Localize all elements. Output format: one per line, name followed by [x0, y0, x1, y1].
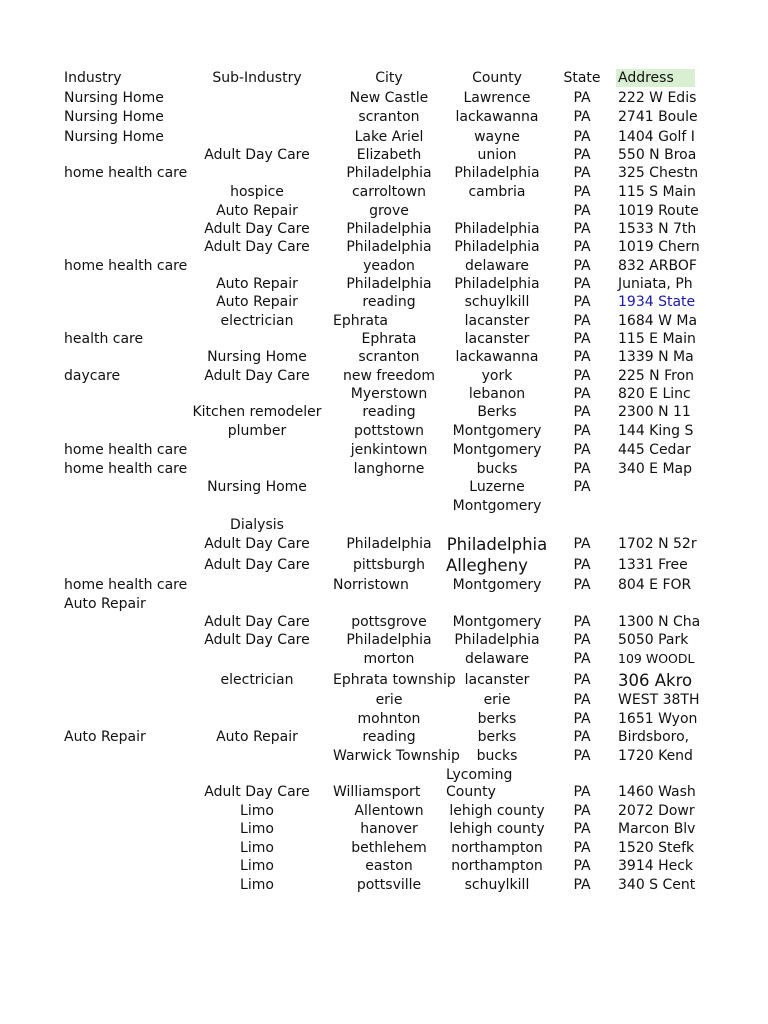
cell-industry[interactable]: Auto Repair	[64, 729, 146, 745]
cell-city[interactable]: Norristown	[333, 577, 409, 593]
cell-sub-industry[interactable]: Nursing Home	[207, 349, 307, 365]
cell-county[interactable]: Lawrence	[463, 90, 531, 106]
cell-industry[interactable]: home health care	[64, 165, 188, 181]
cell-county[interactable]: Luzerne	[469, 479, 525, 495]
cell-county[interactable]: Lycoming	[446, 767, 513, 783]
cell-address[interactable]: 1339 N Ma	[618, 349, 694, 365]
cell-state[interactable]: PA	[573, 165, 591, 181]
cell-sub-industry[interactable]: Adult Day Care	[204, 632, 310, 648]
cell-address[interactable]: 2072 Dowr	[618, 803, 695, 819]
cell-state[interactable]: PA	[573, 203, 591, 219]
cell-address[interactable]: 1533 N 7th	[618, 221, 697, 237]
cell-city[interactable]: Williamsport	[333, 784, 421, 800]
cell-city[interactable]: jenkintown	[350, 442, 428, 458]
cell-sub-industry[interactable]: Adult Day Care	[204, 557, 310, 573]
cell-city[interactable]: scranton	[358, 109, 420, 125]
cell-sub-industry[interactable]: Auto Repair	[216, 294, 298, 310]
cell-address[interactable]: 1651 Wyon	[618, 711, 698, 727]
cell-industry[interactable]: Auto Repair	[64, 596, 146, 612]
cell-county[interactable]: lehigh county	[449, 821, 545, 837]
cell-city[interactable]: pottsville	[356, 877, 422, 893]
cell-sub-industry[interactable]: Limo	[240, 821, 274, 837]
cell-city[interactable]: New Castle	[349, 90, 429, 106]
cell-city[interactable]: scranton	[358, 349, 420, 365]
cell-state[interactable]: PA	[573, 672, 591, 688]
cell-address[interactable]: 1684 W Ma	[618, 313, 698, 329]
cell-county[interactable]: delaware	[464, 651, 530, 667]
cell-address[interactable]: 222 W Edis	[618, 90, 697, 106]
cell-address[interactable]: 1019 Route	[618, 203, 699, 219]
cell-county[interactable]: Montgomery	[452, 498, 542, 514]
cell-state[interactable]: PA	[573, 349, 591, 365]
cell-address[interactable]: 109 WOODL	[618, 651, 695, 666]
cell-city[interactable]: carroltown	[351, 184, 427, 200]
cell-city[interactable]: Warwick Township	[333, 748, 460, 764]
cell-address[interactable]: 115 S Main	[618, 184, 696, 200]
cell-city[interactable]: Philadelphia	[346, 276, 432, 292]
cell-address[interactable]: 325 Chestn	[618, 165, 699, 181]
cell-state[interactable]: PA	[573, 577, 591, 593]
cell-county[interactable]: cambria	[468, 184, 526, 200]
cell-county[interactable]: bucks	[476, 748, 518, 764]
cell-sub-industry[interactable]: Adult Day Care	[204, 368, 310, 384]
cell-county[interactable]: Montgomery	[452, 577, 542, 593]
cell-address[interactable]: 2300 N 11	[618, 404, 691, 420]
cell-address[interactable]: 1460 Wash	[618, 784, 696, 800]
cell-state[interactable]: PA	[573, 651, 591, 667]
cell-sub-industry[interactable]: plumber	[227, 423, 287, 439]
cell-state[interactable]: PA	[573, 442, 591, 458]
cell-sub-industry[interactable]: Adult Day Care	[204, 221, 310, 237]
cell-city[interactable]: erie	[375, 692, 403, 708]
cell-address[interactable]: 340 S Cent	[618, 877, 696, 893]
cell-county[interactable]: Philadelphia	[454, 239, 540, 255]
cell-address[interactable]: Juniata, Ph	[618, 276, 693, 292]
cell-county[interactable]: erie	[483, 692, 511, 708]
cell-state[interactable]: PA	[573, 877, 591, 893]
cell-state[interactable]: PA	[573, 368, 591, 384]
cell-state[interactable]: PA	[573, 461, 591, 477]
cell-industry[interactable]: daycare	[64, 368, 121, 384]
cell-address[interactable]: 804 E FOR	[618, 577, 692, 593]
cell-state[interactable]: PA	[573, 90, 591, 106]
cell-county[interactable]: northampton	[451, 840, 543, 856]
cell-city[interactable]: Ephrata	[333, 313, 389, 329]
cell-address[interactable]: 144 King S	[618, 423, 694, 439]
cell-county[interactable]: lacanster	[464, 313, 530, 329]
cell-state[interactable]: PA	[573, 276, 591, 292]
cell-city[interactable]: Philadelphia	[346, 165, 432, 181]
header-state[interactable]: State	[563, 70, 601, 86]
cell-state[interactable]: PA	[573, 109, 591, 125]
cell-state[interactable]: PA	[573, 404, 591, 420]
cell-county[interactable]: Allegheny	[446, 556, 528, 575]
cell-state[interactable]: PA	[573, 821, 591, 837]
cell-county[interactable]: Berks	[477, 404, 517, 420]
cell-county[interactable]: Philadelphia	[446, 535, 548, 554]
cell-county[interactable]: schuylkill	[464, 294, 530, 310]
cell-city[interactable]: new freedom	[342, 368, 436, 384]
cell-state[interactable]: PA	[573, 748, 591, 764]
cell-address[interactable]: 225 N Fron	[618, 368, 695, 384]
cell-city[interactable]: grove	[369, 203, 409, 219]
cell-industry[interactable]: home health care	[64, 577, 188, 593]
cell-state[interactable]: PA	[573, 536, 591, 552]
cell-address[interactable]: 550 N Broa	[618, 147, 697, 163]
cell-state[interactable]: PA	[573, 184, 591, 200]
cell-sub-industry[interactable]: hospice	[230, 184, 284, 200]
cell-county[interactable]: Philadelphia	[454, 165, 540, 181]
cell-city[interactable]: easton	[365, 858, 413, 874]
cell-city[interactable]: Myerstown	[350, 386, 428, 402]
cell-county[interactable]: Philadelphia	[454, 276, 540, 292]
cell-address[interactable]: 306 Akro	[618, 671, 693, 690]
cell-city[interactable]: Philadelphia	[346, 632, 432, 648]
cell-industry[interactable]: home health care	[64, 461, 188, 477]
cell-state[interactable]: PA	[573, 840, 591, 856]
cell-sub-industry[interactable]: Nursing Home	[207, 479, 307, 495]
cell-county[interactable]: Montgomery	[452, 442, 542, 458]
cell-city[interactable]: Allentown	[354, 803, 424, 819]
cell-address[interactable]: 445 Cedar	[618, 442, 691, 458]
cell-sub-industry[interactable]: Auto Repair	[216, 276, 298, 292]
cell-industry[interactable]: Nursing Home	[64, 129, 164, 145]
cell-county[interactable]: berks	[477, 729, 517, 745]
cell-state[interactable]: PA	[573, 239, 591, 255]
cell-city[interactable]: pottsgrove	[351, 614, 427, 630]
cell-state[interactable]: PA	[573, 129, 591, 145]
cell-state[interactable]: PA	[573, 147, 591, 163]
cell-city[interactable]: reading	[362, 729, 416, 745]
cell-county[interactable]: wayne	[474, 129, 520, 145]
cell-county[interactable]: lacanster	[464, 672, 530, 688]
cell-county[interactable]: schuylkill	[464, 877, 530, 893]
cell-county[interactable]: york	[481, 368, 513, 384]
cell-industry[interactable]: home health care	[64, 442, 188, 458]
cell-sub-industry[interactable]: Adult Day Care	[204, 784, 310, 800]
cell-county[interactable]: lackawanna	[455, 349, 539, 365]
cell-state[interactable]: PA	[573, 557, 591, 573]
cell-county[interactable]: Montgomery	[452, 614, 542, 630]
cell-sub-industry[interactable]: Dialysis	[230, 517, 284, 533]
cell-address[interactable]: WEST 38TH	[618, 692, 700, 708]
cell-address[interactable]: 340 E Map	[618, 461, 693, 477]
cell-address[interactable]: 1019 Chern	[618, 239, 700, 255]
cell-county[interactable]: lacanster	[464, 331, 530, 347]
cell-city[interactable]: morton	[363, 651, 415, 667]
cell-city[interactable]: reading	[362, 404, 416, 420]
cell-address[interactable]: 1720 Kend	[618, 748, 693, 764]
cell-state[interactable]: PA	[573, 729, 591, 745]
cell-address[interactable]: 820 E Linc	[618, 386, 691, 402]
cell-county[interactable]: lebanon	[468, 386, 526, 402]
cell-state[interactable]: PA	[573, 614, 591, 630]
cell-state[interactable]: PA	[573, 692, 591, 708]
cell-industry[interactable]: Nursing Home	[64, 109, 164, 125]
cell-sub-industry[interactable]: Adult Day Care	[204, 614, 310, 630]
cell-state[interactable]: PA	[573, 632, 591, 648]
cell-county[interactable]: bucks	[476, 461, 518, 477]
cell-sub-industry[interactable]: Adult Day Care	[204, 147, 310, 163]
cell-state[interactable]: PA	[573, 803, 591, 819]
cell-sub-industry[interactable]: Limo	[240, 858, 274, 874]
cell-city[interactable]: bethlehem	[351, 840, 427, 856]
cell-county[interactable]: Philadelphia	[454, 221, 540, 237]
cell-city[interactable]: Elizabeth	[356, 147, 422, 163]
cell-city[interactable]: Lake Ariel	[354, 129, 424, 145]
cell-county[interactable]: lehigh county	[449, 803, 545, 819]
cell-city[interactable]: reading	[362, 294, 416, 310]
cell-industry[interactable]: home health care	[64, 258, 188, 274]
cell-address[interactable]: 5050 Park	[618, 632, 689, 648]
cell-city[interactable]: yeadon	[363, 258, 415, 274]
cell-county[interactable]: Philadelphia	[454, 632, 540, 648]
cell-address[interactable]: 1934 State	[618, 294, 696, 310]
cell-state[interactable]: PA	[573, 258, 591, 274]
cell-state[interactable]: PA	[573, 858, 591, 874]
cell-sub-industry[interactable]: electrician	[220, 672, 294, 688]
cell-sub-industry[interactable]: electrician	[220, 313, 294, 329]
cell-state[interactable]: PA	[573, 294, 591, 310]
cell-city[interactable]: mohnton	[357, 711, 421, 727]
cell-city[interactable]: pottstown	[353, 423, 425, 439]
cell-address[interactable]: Birdsboro,	[618, 729, 690, 745]
cell-city[interactable]: Philadelphia	[346, 239, 432, 255]
cell-address[interactable]: 1520 Stefk	[618, 840, 695, 856]
cell-city[interactable]: Philadelphia	[346, 536, 432, 552]
cell-industry[interactable]: Nursing Home	[64, 90, 164, 106]
cell-address[interactable]: 1404 Golf I	[618, 129, 695, 145]
header-address[interactable]: Address	[616, 69, 695, 87]
cell-address[interactable]: 3914 Heck	[618, 858, 694, 874]
cell-address[interactable]: Marcon Blv	[618, 821, 696, 837]
header-sub-industry[interactable]: Sub-Industry	[212, 70, 302, 86]
cell-address[interactable]: 115 E Main	[618, 331, 696, 347]
cell-address[interactable]: 832 ARBOF	[618, 258, 697, 274]
cell-address[interactable]: 1331 Free	[618, 557, 688, 573]
cell-state[interactable]: PA	[573, 313, 591, 329]
cell-state[interactable]: PA	[573, 423, 591, 439]
header-industry[interactable]: Industry	[64, 70, 122, 86]
cell-state[interactable]: PA	[573, 479, 591, 495]
cell-address[interactable]: 2741 Boule	[618, 109, 698, 125]
cell-sub-industry[interactable]: Auto Repair	[216, 729, 298, 745]
cell-sub-industry[interactable]: Adult Day Care	[204, 239, 310, 255]
cell-county[interactable]: northampton	[451, 858, 543, 874]
cell-state[interactable]: PA	[573, 331, 591, 347]
cell-city[interactable]: langhorne	[353, 461, 425, 477]
cell-sub-industry[interactable]: Limo	[240, 803, 274, 819]
cell-state[interactable]: PA	[573, 784, 591, 800]
cell-state[interactable]: PA	[573, 386, 591, 402]
cell-sub-industry[interactable]: Adult Day Care	[204, 536, 310, 552]
cell-county[interactable]: berks	[477, 711, 517, 727]
cell-address[interactable]: 1702 N 52r	[618, 536, 697, 552]
cell-county[interactable]: delaware	[464, 258, 530, 274]
cell-sub-industry[interactable]: Limo	[240, 840, 274, 856]
cell-city[interactable]: hanover	[360, 821, 418, 837]
cell-county[interactable]: County	[446, 784, 496, 800]
header-county[interactable]: County	[472, 70, 522, 86]
cell-county[interactable]: lackawanna	[455, 109, 539, 125]
cell-state[interactable]: PA	[573, 221, 591, 237]
cell-sub-industry[interactable]: Auto Repair	[216, 203, 298, 219]
cell-sub-industry[interactable]: Kitchen remodeler	[192, 404, 322, 420]
cell-city[interactable]: Philadelphia	[346, 221, 432, 237]
cell-county[interactable]: union	[477, 147, 517, 163]
cell-address[interactable]: 1300 N Cha	[618, 614, 701, 630]
cell-county[interactable]: Montgomery	[452, 423, 542, 439]
cell-city[interactable]: pittsburgh	[352, 557, 426, 573]
cell-city[interactable]: Ephrata	[361, 331, 417, 347]
header-city[interactable]: City	[375, 70, 403, 86]
cell-sub-industry[interactable]: Limo	[240, 877, 274, 893]
cell-state[interactable]: PA	[573, 711, 591, 727]
cell-city[interactable]: Ephrata township	[333, 672, 456, 688]
cell-industry[interactable]: health care	[64, 331, 144, 347]
